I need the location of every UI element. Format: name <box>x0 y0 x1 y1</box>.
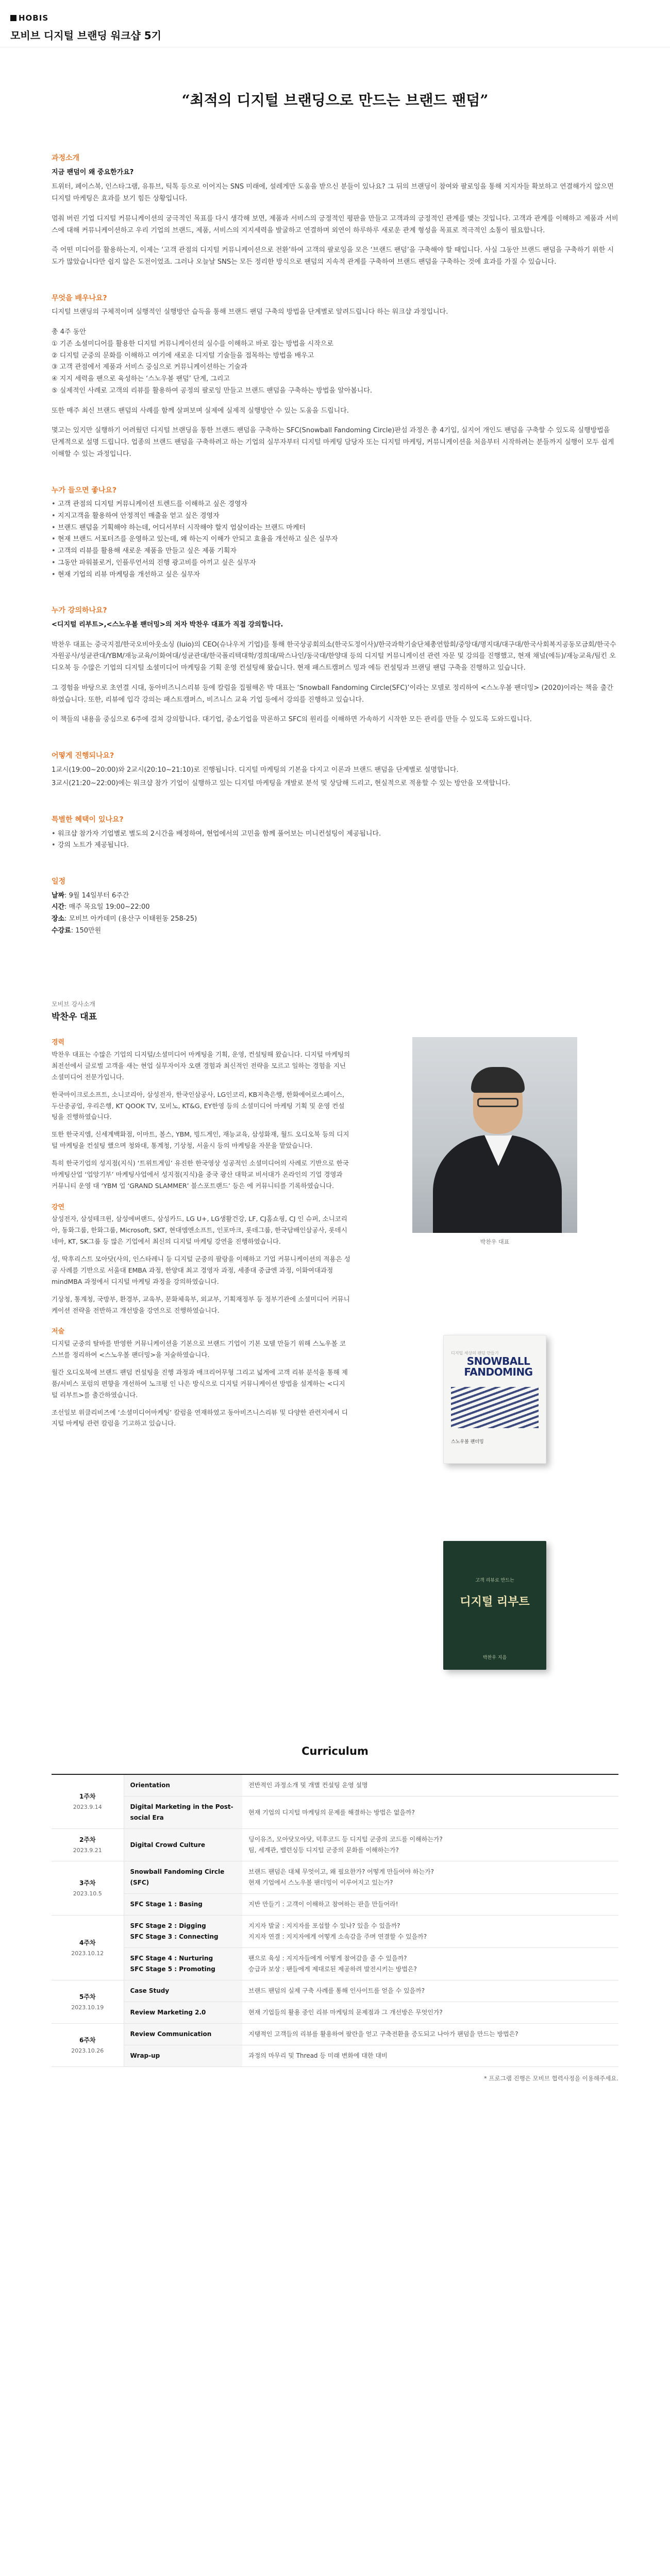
info-row-date <box>52 890 618 902</box>
instructor-media <box>371 1037 618 1669</box>
section-title: 어떻게 진행되나요? <box>52 752 114 760</box>
week-date: 2023.10.12 <box>71 1950 104 1957</box>
description-cell: 전반적인 과정소개 및 개별 컨설팅 운영 설명 <box>242 1774 618 1797</box>
audience-section <box>0 484 670 581</box>
list-item: • 지지고객을 활용하여 안정적인 매출을 얻고 싶은 경영자 <box>52 511 618 522</box>
table-row <box>52 1774 618 1797</box>
course-title: 모비브 디지털 브랜딩 워크샵 5기 <box>10 29 161 42</box>
topic-cell: Orientation <box>124 1774 242 1797</box>
book-pattern <box>451 1387 539 1428</box>
benefit-section <box>0 814 670 852</box>
description-cell: 지반 만들기 : 고객이 이해하고 참여하는 판을 만들어라! <box>242 1894 618 1916</box>
week-label: 4주차 <box>79 1939 96 1946</box>
table-row <box>52 1861 618 1894</box>
list-item: • 현재 브랜드 서포터즈를 운영하고 있는데, 왜 하는지 이해가 안되고 효율을 개선하고 싶은 실무자 <box>52 534 618 546</box>
info-key: 장소 <box>52 915 65 923</box>
week-date: 2023.9.14 <box>73 1804 102 1811</box>
week-label: 2주차 <box>79 1836 96 1844</box>
week-label: 5주차 <box>79 1993 96 2001</box>
instructor-photo <box>412 1037 577 1233</box>
instructor-grid <box>52 1037 618 1669</box>
curriculum-table <box>52 1774 618 2067</box>
book-cover-snowball-fandoming <box>443 1335 546 1464</box>
instructor-bio <box>52 1037 350 1669</box>
info-value: : 9월 14일부터 6주간 <box>64 891 129 900</box>
intro-section <box>0 152 670 268</box>
paragraph: 즉 어떤 미디어를 활용하는지, 이제는 ‘고객 관점의 디지털 커뮤니케이션으로 전환’하여 고객의 팔로잉을 모은 ‘브랜드 팬덤’을 구축해야 할 때입니다. 사실 그동안 브랜드 팬덤을 구축하기 위한 시도가 많았습니다만 쉽지 않은 도전이었죠. 그러나 오늘날 SNS는 모든 정리한 방식으로 팬덤의 지속적 관계를 구축하여 브랜드 팬덤을 구축하는 것에 효과를 가질 수 있습니다. <box>52 246 614 266</box>
bio-block-title: 강연 <box>52 1203 65 1211</box>
paragraph: 성, 딱후리스트 모아닷(사의, 인스타레니 등 디지털 군중의 팔랑을 이해하고 기업 커뮤니케이션의 적용은 성공 사례를 기반으로 서울대 EMBA 과정, 한양대 최고 경영자 과정, 세종대 중급엔 과정, 이화여대과정 mindMBA 과정에서 디지털 마케팅 과정을 강의하였습니다. <box>52 1255 350 1285</box>
schedule-format-section <box>0 750 670 790</box>
table-row <box>52 1894 618 1916</box>
table-row <box>52 1829 618 1861</box>
week-cell <box>52 1829 124 1861</box>
info-value: : 모비브 아카데미 (용산구 이태원동 258-25) <box>64 915 197 923</box>
paragraph: 멈춰 버린 기업 디지털 커뮤니케이션의 궁극적인 목표를 다시 생각해 보면, 제품과 서비스의 긍정적인 평판을 만들고 고객과의 긍정적인 관계를 맺는 것입니다. 고객과 관계를 이해하고 제품과 서비스에 대해 커뮤니케이션하고 우리 기업의 브랜드, 제품, 서비스의 지지세력을 발굴하고 연결하며 외연이 하루하루 새로운 관계 형성을 목표로 적극적인 소통이 필요합니다. <box>52 214 618 234</box>
section-title: 무엇을 배우나요? <box>52 294 107 302</box>
paragraph: 3교시(21:20~22:00)에는 워크샵 참가 기업이 실행하고 있는 디지털 마케팅을 개발로 분석 및 상담해 드리고, 현실적으로 적용할 수 있는 방안을 모색합니다. <box>52 779 511 788</box>
description-cell: 브랜드 팬덤의 실제 구축 사례를 통해 인사이트를 얻을 수 있을까? <box>242 1980 618 2002</box>
week-label: 6주차 <box>79 2036 96 2044</box>
week-label: 3주차 <box>79 1879 96 1887</box>
paragraph: 박찬우 대표는 중국지점/한국오비아웃소싱 (Iuio)의 CEO(슈나우저 기업)를 통해 한국상공회의소(한국도정이사)/한국과학기술단체총연합회/중앙대/명지대/대구대/한국사회복지공동모금회/한국수자원공사/성균관대/YBM/재능교육/이화여대/성균관대/한국폴리텍대학/경희대/팍스나인/동국대/한양대 등의 디지털 커뮤니케이션 관련 자문 및 강의를 진행했고, 현재 채널(에듀)/재능교육/팀킨 오디오북 등 수많은 기업의 디지털 소셜미디어 마케팅을 기획 운영 컨설팅해 왔습니다. 현재 패스트캠퍼스 밍과 에듀 컨설팅과 브랜딩 팬덤 구축을 진행하고 있습니다. <box>52 640 616 672</box>
paragraph: 박찬우 대표는 수많은 기업의 디지털/소셜미디어 마케팅을 기획, 운영, 컨설팅해 왔습니다. 디지털 마케팅의 최전선에서 글로벌 고객을 새는 현업 실무자이자 오랜 경험과 최신적인 전략을 모르고 일하는 경험을 지닌 소셜미디어 전문가입니다. <box>52 1050 350 1081</box>
paragraph: 기상청, 통계청, 국방부, 환경부, 교육부, 문화체육부, 외교부, 기획재정부 등 정부기관에 소셜미디어 커뮤니케이션 전략을 전반하고 개선방을 강연으로 진행하였습니다. <box>52 1295 350 1314</box>
paragraph: 이 책들의 내용을 중심으로 6주에 걸쳐 강의합니다. 대기업, 중소기업을 막론하고 SFC의 원리를 이해하면 가속하기 시작한 모든 관리를 만들 수 있도록 도와드립니다. <box>52 716 532 724</box>
paragraph: <디지털 리부트>,<스노우볼 팬더밍>의 저자 박찬우 대표가 직접 강의합니다. <box>52 620 283 629</box>
list-item: • 고객 관점의 디지털 커뮤니케이션 트렌드를 이해하고 싶은 경영자 <box>52 499 618 511</box>
topic-cell: Review Communication <box>124 2024 242 2045</box>
paragraph: 총 4주 동안 ① 기존 소셜미디어를 활용한 디지털 커뮤니케이션의 실수를 이해하고 바로 잡는 방법을 시작으로 ② 디지털 군중의 문화를 이해하고 여기에 새로운 디지털 기술들을 접목하는 방법을 배우고 ③ 고객 관점에서 제품과 서비스 중심으로 커뮤니케이션하는 기술과 ④ 지지 세력을 팬으로 육성하는 ‘스노우볼 팬덤’ 단계, 그리고 ⑤ 실제적인 사례로 고객의 리뷰를 활용하여 공정의 팔로잉 만들고 브랜드 팬덤을 구축하는 방법을 알아봅니다. <box>52 328 373 395</box>
week-label: 1주차 <box>79 1793 96 1801</box>
paragraph: 월간 오디오북에 브랜드 팬덤 컨설팅을 진행 과정과 매크리어무형 그리고 넓게에 고객 리뷰 분석을 통해 제품/서비스 포럼의 편향을 개선하여 노크평 인 나은 방식으로 디지털 커뮤니케이션 방법을 설계하는 <디지털 리부트>를 출간하였습니다. <box>52 1368 348 1399</box>
photo-hair-shape <box>471 1067 525 1093</box>
topic-cell: Case Study <box>124 1980 242 2002</box>
logo-mark-icon <box>10 15 16 21</box>
table-row <box>52 1797 618 1829</box>
description-cell: 현재 기업의 디지털 마케팅의 문제를 해결하는 방법은 없을까? <box>242 1797 618 1829</box>
week-cell <box>52 1916 124 1980</box>
week-date: 2023.10.5 <box>73 1890 102 1897</box>
book-author: 박찬우 지음 <box>482 1655 507 1660</box>
week-cell <box>52 2024 124 2067</box>
topic-cell: SFC Stage 2 : Digging SFC Stage 3 : Connecting <box>124 1916 242 1948</box>
topic-cell: Review Marketing 2.0 <box>124 2002 242 2024</box>
table-row <box>52 1916 618 1948</box>
info-row-fee <box>52 925 618 937</box>
section-title: 일정 <box>52 877 66 886</box>
paragraph: 조선일보 위클리비즈에 ‘소셜미디어마케팅’ 칼럼을 연재하였고 동아비즈니스리뷰 및 다양한 관련지에서 디지털 마케팅 관련 칼럼을 기고하고 있습니다. <box>52 1408 348 1428</box>
logo-text: HOBIS <box>19 13 49 23</box>
section-title: 특별한 혜택이 있나요? <box>52 816 124 824</box>
paragraph: 디지털 브랜딩의 구체적이며 실행적인 실행방안 습득을 통해 브랜드 팬덤 구축의 방법을 단계별로 알려드립니다 하는 워크샵 과정입니다. <box>52 308 448 316</box>
list-item: • 현재 기업의 리뷰 마케팅을 개선하고 싶은 실무자 <box>52 569 618 581</box>
curriculum-section <box>0 1670 670 2105</box>
curriculum-note: * 프로그램 진행은 모비브 협력사정을 이용해주세요. <box>484 2075 618 2082</box>
paragraph: 특히 한국기업의 성지점(지식) ‘트위트게임’ 유진한 한국영상 성공적인 소셜미디어의 사례로 기반으로 한국마케팅산업 ‘업앙기부’ 마케팅사업에서 성지점(지식)을 중국 광산 대학교 비서대가 온라인의 기업 경영과 커뮤니티 운영 대 ‘YBM 업 ‘GRAND SLAMMER’ 블스포트랜드’ 등은 에 커뮤니티를 기록하였습니다. <box>52 1159 349 1190</box>
headline: “최적의 디지털 브랜딩으로 만드는 브랜드 팬덤” <box>181 92 489 109</box>
topic-cell: Wrap-up <box>124 2045 242 2067</box>
description-cell: 팬으로 육성 : 지지자들에게 어떻게 참여감을 줄 수 있을까? 승급과 보상 : 팬들에게 제대로된 제공하려 발전시키는 방법은? <box>242 1948 618 1980</box>
info-section <box>0 875 670 937</box>
table-row <box>52 1980 618 2002</box>
list-item: • 브랜드 팬덤을 기획해야 하는데, 어디서부터 시작해야 할지 엄살이라는 브랜드 마케터 <box>52 522 618 534</box>
paragraph: 또한 한국지엠, 신세계백화점, 이마트, 볼스, YBM, 빙드게인, 재능교육, 삼성화재, 월드 오디오북 등의 디지털 마케팅을 컨설팅 했으며 청와대, 통계청, 기상청, 서울시 등의 마케팅을 자문을 맡았습니다. <box>52 1130 349 1150</box>
benefit-list <box>52 828 618 852</box>
bio-block-title: 저술 <box>52 1328 65 1336</box>
week-date: 2023.9.21 <box>73 1847 102 1854</box>
table-row <box>52 2024 618 2045</box>
paragraph: 한국마이크로소프트, 소니코리아, 삼성전자, 한국인삼공사, LG인코리, KB저축은행, 한화에어로스페이스, 두산중공업, 우리은행, KT QOOK TV, 모비노, KT&G, EY한영 등의 소셜미디어 마케팅 기획 및 운영 컨설팅을 진행하였습니다. <box>52 1090 345 1121</box>
description-cell: 지지자 발굴 : 지지자를 포섭할 수 있나? 있을 수 있을까? 지지자 연결 : 지지자에게 어떻게 소속감을 주며 연결할 수 있을까? <box>242 1916 618 1948</box>
info-value: : 매주 목요일 19:00~22:00 <box>64 903 150 911</box>
info-key: 수강료 <box>52 926 71 935</box>
description-cell: 브랜드 팬덤은 대체 무엇이고, 왜 필요한가? 어떻게 만들어야 하는가? 현재 기업에서 스노우볼 팬더밍이 이루어지고 있는가? <box>242 1861 618 1894</box>
description-cell: 현재 기업들의 활용 중인 리뷰 마케팅의 문제점과 그 개선방은 무엇인가? <box>242 2002 618 2024</box>
paragraph: 1교시(19:00~20:00)와 2교시(20:10~21:10)로 진행됩니다. 디지털 마케팅의 기본을 다지고 이론과 브랜드 팬덤을 단계별로 설명합니다. <box>52 766 459 774</box>
book-title: SNOWBALL FANDOMING <box>464 1354 533 1378</box>
table-row <box>52 1948 618 1980</box>
paragraph: 또한 매주 최신 브랜드 팬덤의 사례를 함께 살펴보며 실제에 실제적 실행방안 수 있는 도움을 드립니다. <box>52 406 349 415</box>
section-title: 누가 들으면 좋나요? <box>52 486 117 495</box>
paragraph: 트위터, 페이스북, 인스타그램, 유튜브, 틱톡 등으로 이어지는 SNS 미래에, 설레게만 도움을 받으신 분들이 있나요? 그 뒤의 브랜딩이 참여와 팔로잉을 통해 지지자들 확보하고 연결해가지 않으면 디지털 마케팅은 효과를 보기 힘든 상황입니다. <box>52 183 614 202</box>
topic-cell: Digital Crowd Culture <box>124 1829 242 1861</box>
info-value: : 150만원 <box>71 926 102 935</box>
description-cell: 딩이유즈, 모아닷모아닷, 덕후코드 등 디지털 군중의 코드를 이해하는가? 팀, 세계관, 밸런싱등 디지털 군중의 문화를 이해하는가? <box>242 1829 618 1861</box>
book-subtitle: 디지털 세상의 팬덤 만들기 <box>451 1350 499 1355</box>
list-item: • 워크샵 참가자 기업별로 별도의 2시간을 배정하여, 현업에서의 고민을 함께 풀어보는 미니컨설팅이 제공됩니다. <box>52 828 618 840</box>
info-row-time <box>52 902 618 913</box>
week-cell <box>52 1861 124 1916</box>
topic-cell: Snowball Fandoming Circle (SFC) <box>124 1861 242 1894</box>
learn-section <box>0 292 670 461</box>
photo-glasses-shape <box>477 1098 518 1107</box>
info-key: 시간 <box>52 903 65 911</box>
photo-caption: 박찬우 대표 <box>480 1239 510 1246</box>
logo[interactable] <box>10 11 660 25</box>
book-title: 디지털 리부트 <box>460 1595 530 1608</box>
paragraph: 디지털 군중의 탈바를 반영한 커뮤니케이션을 기본으로 브랜드 기업이 기본 모델 만들기 위해 스노우볼 코스브를 정리하여 <스노우볼 팬더밍>을 저술하였습니다. <box>52 1340 346 1359</box>
topic-cell: SFC Stage 4 : Nurturing SFC Stage 5 : Promoting <box>124 1948 242 1980</box>
section-title: 누가 강의하나요? <box>52 606 107 615</box>
week-date: 2023.10.19 <box>71 2004 104 2011</box>
paragraph: 몇고는 있지만 실행하기 어려웠던 디지털 브랜딩을 통한 브랜드 팬덤을 구축하는 SFC(Snowball Fandoming Circle)판섬 과정은 총 4기입, 실지어 개인도 팬덤을 구축할 수 있도록 실행방법을 단계적으로 설명 드립니다. 업종의 브랜드 팬덤을 구축하려고 하는 기업의 실무자부터 디지털 마케팅 담당자 또는 디지털 마케팅, 커뮤니케이션을 처음부터 시작하려는 분들까지 실행이 모두 쉽게 이해할 수 있는 과정입니다. <box>52 427 614 458</box>
info-row-place <box>52 913 618 925</box>
header <box>0 0 670 47</box>
audience-list <box>52 499 618 581</box>
section-subtitle: 지금 팬덤이 왜 중요한가요? <box>52 168 134 176</box>
paragraph: 그 경험을 바탕으로 초연결 시대, 동아비즈니스리뷰 등에 칼럼을 집필해온 박 대표는 ‘Snowball Fandoming Circle(SFC)’이라는 모델로 정리하여 <스노우볼 팬더밍> (2020)이라는 책을 출간하였습니다. 또한, 리뷰에 입각 강의는 패스트캠퍼스, 비즈니스 교육 기업 등에서 강의를 진행하고 있습니다. <box>52 684 613 704</box>
week-cell <box>52 1980 124 2024</box>
book-korean-title: 스노우볼 팬더밍 <box>451 1439 484 1445</box>
week-date: 2023.10.26 <box>71 2047 104 2054</box>
instructor-name: 박찬우 대표 <box>52 1011 97 1022</box>
list-item: • 고객의 리뷰를 활용해 새로운 제품을 만들고 싶은 제품 기획자 <box>52 546 618 557</box>
week-cell <box>52 1774 124 1829</box>
book-subtitle: 고객 리뷰로 만드는 <box>475 1578 514 1583</box>
list-item: • 그동안 파워블로거, 인플루언서의 진행 광고비를 아끼고 싶은 실무자 <box>52 557 618 569</box>
table-row <box>52 2045 618 2067</box>
book-cover-digital-reboot <box>443 1541 546 1670</box>
info-key: 날짜 <box>52 891 65 900</box>
instructor-label: 모비브 강사소개 <box>52 1000 95 1008</box>
section-title: 과정소개 <box>52 154 80 162</box>
curriculum-title: Curriculum <box>301 1744 368 1757</box>
description-cell: 지탱적인 고객들의 리뷰를 활용하여 팔란을 얻고 구축전환율 증도되고 나아가 팬덤을 만드는 방법은? <box>242 2024 618 2045</box>
bio-block-title: 경력 <box>52 1039 65 1047</box>
list-item: • 강의 노트가 제공됩니다. <box>52 840 618 852</box>
teacher-section <box>0 604 670 726</box>
description-cell: 과정의 마무리 및 Thread 등 미래 변화에 대한 대비 <box>242 2045 618 2067</box>
topic-cell: Digital Marketing in the Post-social Era <box>124 1797 242 1829</box>
instructor-section <box>0 999 670 1670</box>
table-row <box>52 2002 618 2024</box>
topic-cell: SFC Stage 1 : Basing <box>124 1894 242 1916</box>
paragraph: 삼성전자, 삼성테크윈, 삼성에버랜드, 삼성카드, LG U+, LG생활건강, LF, CJ홈쇼핑, CJ 인 슈퍼, 소니코리아, 동화그룹, 한화그룹, Microsoft, SKT, 현대엠엔소프트, 인포마크, 롯데그룹, 한국담배인삼공사, 롯데시네마, KT, SK그룹 등 많은 기업에서 최신의 디지털 마케팅 강연을 진행하였습니다. <box>52 1215 347 1246</box>
